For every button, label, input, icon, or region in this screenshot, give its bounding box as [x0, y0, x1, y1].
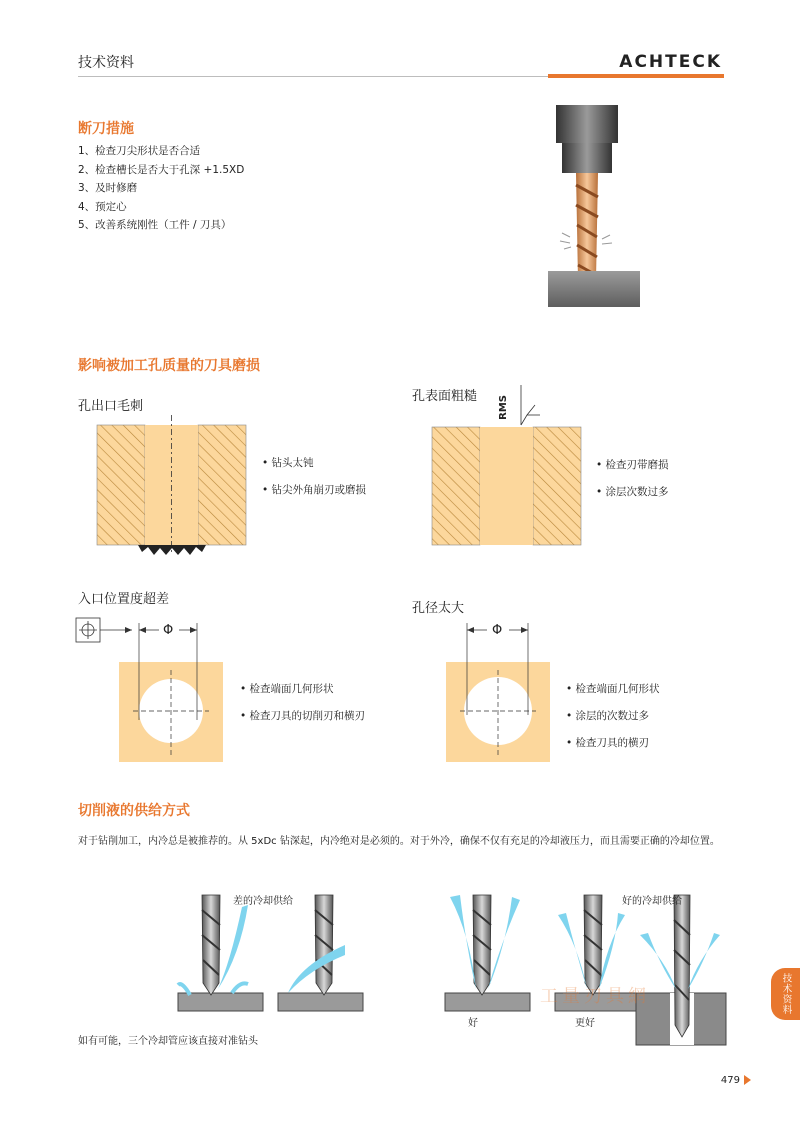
rough-label: 孔表面粗糙	[412, 389, 478, 404]
brand-logo: ACHTECK	[619, 52, 722, 72]
next-page-icon	[744, 1075, 751, 1085]
diameter-bullets	[566, 676, 660, 757]
wear-title: 影响被加工孔质量的刀具磨损	[78, 358, 260, 374]
burr-label: 孔出口毛刺	[78, 399, 144, 414]
good-caption: 好	[468, 1018, 478, 1029]
good-cooling-label: 好的冷却供给	[622, 896, 682, 907]
breakage-title: 断刀措施	[78, 121, 134, 137]
list-item: • 涂层的次数过多	[566, 703, 660, 730]
coolant-note: 如有可能，三个冷却管应该直接对准钻头	[78, 1036, 258, 1047]
list-item: 4、预定心	[78, 200, 127, 213]
burr-bullets	[262, 450, 366, 504]
diameter-phi: Φ	[492, 623, 503, 638]
list-item: • 检查刀具的横刃	[566, 730, 660, 757]
list-item: • 涂层次数过多	[596, 479, 669, 506]
list-item: • 检查端面几何形状	[566, 676, 660, 703]
coolant-diagrams	[170, 885, 730, 1050]
list-item: • 钻头太钝	[262, 450, 366, 477]
position-label: 入口位置度超差	[78, 592, 170, 607]
page-number: 479	[720, 1075, 740, 1086]
broken-drill-illustration	[540, 105, 650, 310]
coolant-title: 切削液的供给方式	[78, 803, 190, 819]
list-item: 5、改善系统刚性（工件 / 刀具）	[78, 219, 232, 231]
bad-cooling-label: 差的冷却供给	[233, 896, 293, 907]
list-item: • 检查端面几何形状	[240, 676, 365, 703]
header-section-label: 技术资料	[78, 55, 134, 71]
diameter-label: 孔径太大	[412, 601, 465, 616]
position-diagram	[75, 615, 235, 765]
coolant-description: 对于钻削加工，内冷总是被推荐的。从 5xDc 钻深起，内冷绝对是必须的。对于外冷，确保不仅有充足的冷却液压力，而且需要正确的冷却位置。	[78, 836, 720, 847]
list-item: 2、检查槽长是否大于孔深 +1.5XD	[78, 163, 245, 176]
header-accent-rule	[548, 74, 724, 78]
burr-diagram	[90, 415, 255, 560]
list-item: 1、检查刀尖形状是否合适	[78, 145, 201, 157]
rough-bullets	[596, 452, 669, 506]
list-item: • 检查刀具的切削刃和横刃	[240, 703, 365, 730]
breakage-list	[78, 142, 244, 235]
rms-label: RMS	[498, 395, 509, 420]
position-bullets	[240, 676, 365, 730]
better-caption: 更好	[575, 1018, 595, 1029]
list-item: • 检查刃带磨损	[596, 452, 669, 479]
position-phi: Φ	[163, 623, 174, 638]
header-rule	[78, 76, 548, 77]
side-tab-technical-data[interactable]: 技术资料	[771, 968, 800, 1020]
list-item: • 钻尖外角崩刃或磨损	[262, 477, 366, 504]
watermark: 工量刃具網	[540, 986, 650, 1007]
list-item: 3、及时修磨	[78, 182, 138, 194]
